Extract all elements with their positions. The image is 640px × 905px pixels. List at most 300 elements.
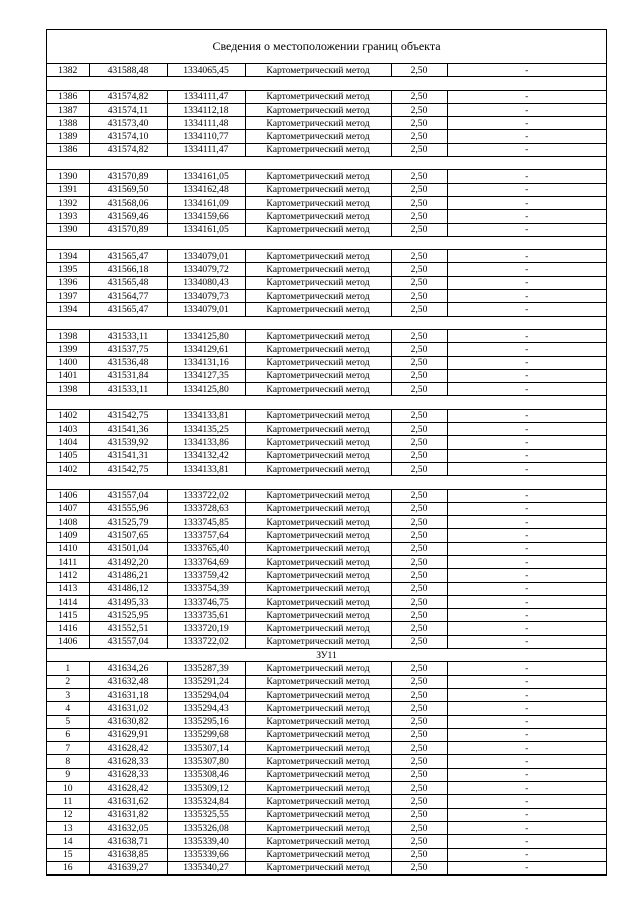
x-coordinate-cell: 431574,10: [89, 130, 167, 143]
note-cell: -: [447, 688, 606, 701]
x-coordinate-cell: 431552,51: [89, 622, 167, 635]
table-row: [47, 821, 606, 834]
point-number-cell: 1386: [47, 143, 89, 156]
point-number-cell: 1389: [47, 130, 89, 143]
y-coordinate-cell: 1335339,66: [167, 848, 245, 861]
method-cell: Картометрический метод: [245, 582, 391, 595]
x-coordinate-cell: 431638,85: [89, 848, 167, 861]
table-row: [47, 90, 606, 103]
point-number-cell: 5: [47, 715, 89, 728]
x-coordinate-cell: 431628,42: [89, 782, 167, 795]
note-cell: -: [447, 250, 606, 263]
point-number-cell: 2: [47, 675, 89, 688]
point-number-cell: 15: [47, 848, 89, 861]
point-number-cell: 1391: [47, 183, 89, 196]
point-number-cell: 1412: [47, 569, 89, 582]
y-coordinate-cell: 1334111,47: [167, 90, 245, 103]
accuracy-cell: 2,50: [391, 795, 447, 808]
note-cell: -: [447, 303, 606, 316]
y-coordinate-cell: 1335325,55: [167, 808, 245, 821]
y-coordinate-cell: 1334079,01: [167, 250, 245, 263]
note-cell: -: [447, 755, 606, 768]
method-cell: Картометрический метод: [245, 210, 391, 223]
x-coordinate-cell: 431525,79: [89, 516, 167, 529]
x-coordinate-cell: 431632,48: [89, 675, 167, 688]
note-cell: -: [447, 329, 606, 342]
accuracy-cell: 2,50: [391, 768, 447, 781]
y-coordinate-cell: 1335299,68: [167, 728, 245, 741]
table-row: [47, 555, 606, 568]
table-row: [47, 196, 606, 209]
point-number-cell: 1404: [47, 436, 89, 449]
x-coordinate-cell: 431557,04: [89, 489, 167, 502]
table-row: [47, 103, 606, 116]
method-cell: Картометрический метод: [245, 183, 391, 196]
method-cell: Картометрический метод: [245, 196, 391, 209]
accuracy-cell: 2,50: [391, 423, 447, 436]
method-cell: Картометрический метод: [245, 821, 391, 834]
accuracy-cell: 2,50: [391, 782, 447, 795]
x-coordinate-cell: 431569,50: [89, 183, 167, 196]
accuracy-cell: 2,50: [391, 170, 447, 183]
x-coordinate-cell: 431573,40: [89, 117, 167, 130]
method-cell: Картометрический метод: [245, 782, 391, 795]
y-coordinate-cell: 1334079,01: [167, 303, 245, 316]
note-cell: -: [447, 502, 606, 515]
point-number-cell: 1386: [47, 90, 89, 103]
accuracy-cell: 2,50: [391, 702, 447, 715]
point-number-cell: 1405: [47, 449, 89, 462]
point-number-cell: 10: [47, 782, 89, 795]
point-number-cell: 1402: [47, 409, 89, 422]
point-number-cell: 6: [47, 728, 89, 741]
note-cell: -: [447, 64, 606, 77]
table-row: [47, 688, 606, 701]
point-number-cell: 1394: [47, 303, 89, 316]
y-coordinate-cell: 1334133,81: [167, 462, 245, 475]
table-row: [47, 542, 606, 555]
method-cell: Картометрический метод: [245, 502, 391, 515]
y-coordinate-cell: 1333764,69: [167, 555, 245, 568]
point-number-cell: 14: [47, 835, 89, 848]
note-cell: -: [447, 290, 606, 303]
accuracy-cell: 2,50: [391, 569, 447, 582]
note-cell: -: [447, 795, 606, 808]
x-coordinate-cell: 431486,12: [89, 582, 167, 595]
note-cell: -: [447, 276, 606, 289]
accuracy-cell: 2,50: [391, 821, 447, 834]
x-coordinate-cell: 431565,48: [89, 276, 167, 289]
point-number-cell: 12: [47, 808, 89, 821]
table-row: [47, 768, 606, 781]
y-coordinate-cell: 1334135,25: [167, 423, 245, 436]
y-coordinate-cell: 1333754,39: [167, 582, 245, 595]
x-coordinate-cell: 431555,96: [89, 502, 167, 515]
separator-row: [47, 476, 606, 489]
method-cell: Картометрический метод: [245, 848, 391, 861]
separator-row: [47, 236, 606, 249]
table-row: [47, 343, 606, 356]
accuracy-cell: 2,50: [391, 223, 447, 236]
y-coordinate-cell: 1333722,02: [167, 489, 245, 502]
method-cell: Картометрический метод: [245, 143, 391, 156]
note-cell: -: [447, 529, 606, 542]
accuracy-cell: 2,50: [391, 449, 447, 462]
note-cell: -: [447, 143, 606, 156]
note-cell: -: [447, 462, 606, 475]
x-coordinate-cell: 431495,33: [89, 595, 167, 608]
note-cell: -: [447, 170, 606, 183]
y-coordinate-cell: 1335326,08: [167, 821, 245, 834]
x-coordinate-cell: 431588,48: [89, 64, 167, 77]
table-row: [47, 183, 606, 196]
y-coordinate-cell: 1334129,61: [167, 343, 245, 356]
method-cell: Картометрический метод: [245, 462, 391, 475]
x-coordinate-cell: 431536,48: [89, 356, 167, 369]
method-cell: Картометрический метод: [245, 768, 391, 781]
table-row: [47, 502, 606, 515]
separator-row: [47, 77, 606, 90]
method-cell: Картометрический метод: [245, 170, 391, 183]
point-number-cell: 1398: [47, 329, 89, 342]
table-row: [47, 782, 606, 795]
y-coordinate-cell: 1335339,40: [167, 835, 245, 848]
point-number-cell: 1387: [47, 103, 89, 116]
point-number-cell: 1382: [47, 64, 89, 77]
note-cell: -: [447, 196, 606, 209]
x-coordinate-cell: 431507,65: [89, 529, 167, 542]
accuracy-cell: 2,50: [391, 555, 447, 568]
note-cell: -: [447, 343, 606, 356]
x-coordinate-cell: 431542,75: [89, 409, 167, 422]
method-cell: Картометрический метод: [245, 489, 391, 502]
x-coordinate-cell: 431570,89: [89, 170, 167, 183]
accuracy-cell: 2,50: [391, 728, 447, 741]
x-coordinate-cell: 431630,82: [89, 715, 167, 728]
accuracy-cell: 2,50: [391, 848, 447, 861]
accuracy-cell: 2,50: [391, 303, 447, 316]
note-cell: -: [447, 516, 606, 529]
accuracy-cell: 2,50: [391, 635, 447, 648]
method-cell: Картометрический метод: [245, 290, 391, 303]
x-coordinate-cell: 431634,26: [89, 662, 167, 675]
y-coordinate-cell: 1334110,77: [167, 130, 245, 143]
point-number-cell: 11: [47, 795, 89, 808]
x-coordinate-cell: 431568,06: [89, 196, 167, 209]
method-cell: Картометрический метод: [245, 103, 391, 116]
table-row: [47, 835, 606, 848]
table-row: [47, 170, 606, 183]
y-coordinate-cell: 1334079,72: [167, 263, 245, 276]
table-row: [47, 675, 606, 688]
point-number-cell: 1: [47, 662, 89, 675]
table-row: [47, 303, 606, 316]
table-row: [47, 130, 606, 143]
point-number-cell: 1414: [47, 595, 89, 608]
y-coordinate-cell: 1334080,43: [167, 276, 245, 289]
accuracy-cell: 2,50: [391, 609, 447, 622]
note-cell: -: [447, 263, 606, 276]
section-row: [47, 649, 606, 662]
method-cell: Картометрический метод: [245, 555, 391, 568]
method-cell: Картометрический метод: [245, 449, 391, 462]
accuracy-cell: 2,50: [391, 183, 447, 196]
coordinates-sheet: [46, 29, 607, 876]
y-coordinate-cell: 1335309,12: [167, 782, 245, 795]
table-row: [47, 622, 606, 635]
note-cell: -: [447, 622, 606, 635]
method-cell: Картометрический метод: [245, 542, 391, 555]
table-row: [47, 462, 606, 475]
method-cell: Картометрический метод: [245, 728, 391, 741]
method-cell: Картометрический метод: [245, 529, 391, 542]
method-cell: Картометрический метод: [245, 356, 391, 369]
note-cell: -: [447, 449, 606, 462]
method-cell: Картометрический метод: [245, 64, 391, 77]
note-cell: -: [447, 569, 606, 582]
point-number-cell: 1397: [47, 290, 89, 303]
separator-row: [47, 157, 606, 170]
y-coordinate-cell: 1333746,75: [167, 595, 245, 608]
accuracy-cell: 2,50: [391, 462, 447, 475]
accuracy-cell: 2,50: [391, 502, 447, 515]
table-row: [47, 582, 606, 595]
point-number-cell: 1393: [47, 210, 89, 223]
accuracy-cell: 2,50: [391, 436, 447, 449]
method-cell: Картометрический метод: [245, 755, 391, 768]
method-cell: Картометрический метод: [245, 715, 391, 728]
table-row: [47, 755, 606, 768]
point-number-cell: 1411: [47, 555, 89, 568]
accuracy-cell: 2,50: [391, 516, 447, 529]
y-coordinate-cell: 1333759,42: [167, 569, 245, 582]
table-row: [47, 848, 606, 861]
y-coordinate-cell: 1334133,86: [167, 436, 245, 449]
y-coordinate-cell: 1333735,61: [167, 609, 245, 622]
method-cell: Картометрический метод: [245, 569, 391, 582]
table-row: [47, 383, 606, 396]
x-coordinate-cell: 431631,62: [89, 795, 167, 808]
x-coordinate-cell: 431629,91: [89, 728, 167, 741]
x-coordinate-cell: 431542,75: [89, 462, 167, 475]
accuracy-cell: 2,50: [391, 861, 447, 874]
y-coordinate-cell: 1335307,80: [167, 755, 245, 768]
note-cell: -: [447, 103, 606, 116]
x-coordinate-cell: 431486,21: [89, 569, 167, 582]
point-number-cell: 1392: [47, 196, 89, 209]
y-coordinate-cell: 1334133,81: [167, 409, 245, 422]
note-cell: -: [447, 555, 606, 568]
accuracy-cell: 2,50: [391, 263, 447, 276]
table-row: [47, 569, 606, 582]
note-cell: -: [447, 835, 606, 848]
point-number-cell: 1390: [47, 223, 89, 236]
point-number-cell: 1406: [47, 489, 89, 502]
table-row: [47, 436, 606, 449]
accuracy-cell: 2,50: [391, 489, 447, 502]
point-number-cell: 1396: [47, 276, 89, 289]
accuracy-cell: 2,50: [391, 130, 447, 143]
point-number-cell: 1388: [47, 117, 89, 130]
accuracy-cell: 2,50: [391, 662, 447, 675]
point-number-cell: 4: [47, 702, 89, 715]
x-coordinate-cell: 431533,11: [89, 383, 167, 396]
note-cell: -: [447, 210, 606, 223]
accuracy-cell: 2,50: [391, 595, 447, 608]
accuracy-cell: 2,50: [391, 290, 447, 303]
table-row: [47, 702, 606, 715]
accuracy-cell: 2,50: [391, 715, 447, 728]
table-row: [47, 329, 606, 342]
x-coordinate-cell: 431569,46: [89, 210, 167, 223]
y-coordinate-cell: 1335291,24: [167, 675, 245, 688]
point-number-cell: 1394: [47, 250, 89, 263]
table-row: [47, 728, 606, 741]
table-row: [47, 356, 606, 369]
method-cell: Картометрический метод: [245, 383, 391, 396]
method-cell: Картометрический метод: [245, 595, 391, 608]
y-coordinate-cell: 1335294,43: [167, 702, 245, 715]
x-coordinate-cell: 431638,71: [89, 835, 167, 848]
y-coordinate-cell: 1333728,63: [167, 502, 245, 515]
accuracy-cell: 2,50: [391, 835, 447, 848]
note-cell: -: [447, 542, 606, 555]
note-cell: -: [447, 821, 606, 834]
accuracy-cell: 2,50: [391, 329, 447, 342]
point-number-cell: 13: [47, 821, 89, 834]
x-coordinate-cell: 431541,31: [89, 449, 167, 462]
table-row: [47, 117, 606, 130]
method-cell: Картометрический метод: [245, 662, 391, 675]
y-coordinate-cell: 1335307,14: [167, 742, 245, 755]
note-cell: -: [447, 409, 606, 422]
method-cell: Картометрический метод: [245, 90, 391, 103]
method-cell: Картометрический метод: [245, 742, 391, 755]
method-cell: Картометрический метод: [245, 117, 391, 130]
x-coordinate-cell: 431565,47: [89, 303, 167, 316]
point-number-cell: 7: [47, 742, 89, 755]
point-number-cell: 1413: [47, 582, 89, 595]
point-number-cell: 1401: [47, 369, 89, 382]
method-cell: Картометрический метод: [245, 688, 391, 701]
x-coordinate-cell: 431574,82: [89, 90, 167, 103]
accuracy-cell: 2,50: [391, 276, 447, 289]
accuracy-cell: 2,50: [391, 356, 447, 369]
note-cell: -: [447, 861, 606, 874]
page-title: Сведения о местоположении границ объекта: [47, 30, 606, 64]
y-coordinate-cell: 1335295,16: [167, 715, 245, 728]
table-row: [47, 529, 606, 542]
table-row: [47, 795, 606, 808]
method-cell: Картометрический метод: [245, 609, 391, 622]
accuracy-cell: 2,50: [391, 808, 447, 821]
table-row: [47, 808, 606, 821]
accuracy-cell: 2,50: [391, 210, 447, 223]
method-cell: Картометрический метод: [245, 343, 391, 356]
separator-cell: [47, 316, 606, 329]
point-number-cell: 1390: [47, 170, 89, 183]
y-coordinate-cell: 1335340,27: [167, 861, 245, 874]
x-coordinate-cell: 431533,11: [89, 329, 167, 342]
point-number-cell: 3: [47, 688, 89, 701]
accuracy-cell: 2,50: [391, 409, 447, 422]
x-coordinate-cell: 431628,42: [89, 742, 167, 755]
note-cell: -: [447, 489, 606, 502]
y-coordinate-cell: 1334159,66: [167, 210, 245, 223]
point-number-cell: 1403: [47, 423, 89, 436]
accuracy-cell: 2,50: [391, 64, 447, 77]
note-cell: -: [447, 436, 606, 449]
y-coordinate-cell: 1334125,80: [167, 329, 245, 342]
y-coordinate-cell: 1334111,47: [167, 143, 245, 156]
table-row: [47, 489, 606, 502]
method-cell: Картометрический метод: [245, 436, 391, 449]
note-cell: -: [447, 117, 606, 130]
y-coordinate-cell: 1335294,04: [167, 688, 245, 701]
note-cell: -: [447, 675, 606, 688]
x-coordinate-cell: 431565,47: [89, 250, 167, 263]
coordinates-table: [47, 64, 606, 875]
point-number-cell: 1408: [47, 516, 89, 529]
table-row: [47, 742, 606, 755]
table-row: [47, 223, 606, 236]
x-coordinate-cell: 431628,33: [89, 768, 167, 781]
table-row: [47, 64, 606, 77]
table-row: [47, 635, 606, 648]
note-cell: -: [447, 728, 606, 741]
x-coordinate-cell: 431525,95: [89, 609, 167, 622]
table-row: [47, 609, 606, 622]
table-row: [47, 290, 606, 303]
point-number-cell: 16: [47, 861, 89, 874]
point-number-cell: 1402: [47, 462, 89, 475]
method-cell: Картометрический метод: [245, 702, 391, 715]
table-row: [47, 369, 606, 382]
y-coordinate-cell: 1333720,19: [167, 622, 245, 635]
method-cell: Картометрический метод: [245, 635, 391, 648]
note-cell: -: [447, 582, 606, 595]
method-cell: Картометрический метод: [245, 276, 391, 289]
separator-row: [47, 316, 606, 329]
y-coordinate-cell: 1334131,16: [167, 356, 245, 369]
method-cell: Картометрический метод: [245, 329, 391, 342]
point-number-cell: 1395: [47, 263, 89, 276]
note-cell: -: [447, 223, 606, 236]
note-cell: -: [447, 702, 606, 715]
method-cell: Картометрический метод: [245, 622, 391, 635]
x-coordinate-cell: 431566,18: [89, 263, 167, 276]
separator-cell: [47, 476, 606, 489]
accuracy-cell: 2,50: [391, 622, 447, 635]
x-coordinate-cell: 431537,75: [89, 343, 167, 356]
table-row: [47, 516, 606, 529]
y-coordinate-cell: 1334132,42: [167, 449, 245, 462]
y-coordinate-cell: 1333745,85: [167, 516, 245, 529]
method-cell: Картометрический метод: [245, 250, 391, 263]
y-coordinate-cell: 1335324,84: [167, 795, 245, 808]
note-cell: -: [447, 423, 606, 436]
table-row: [47, 276, 606, 289]
method-cell: Картометрический метод: [245, 303, 391, 316]
method-cell: Картометрический метод: [245, 516, 391, 529]
y-coordinate-cell: 1334161,05: [167, 223, 245, 236]
note-cell: -: [447, 369, 606, 382]
y-coordinate-cell: 1334111,48: [167, 117, 245, 130]
table-row: [47, 210, 606, 223]
note-cell: -: [447, 742, 606, 755]
x-coordinate-cell: 431541,36: [89, 423, 167, 436]
x-coordinate-cell: 431631,18: [89, 688, 167, 701]
